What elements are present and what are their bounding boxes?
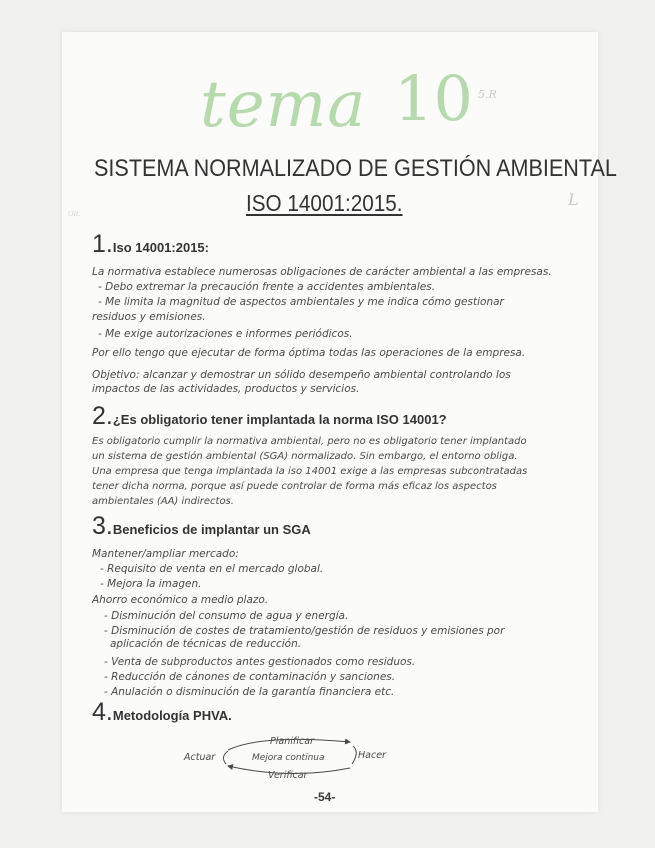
body-line: - Venta de subproductos antes gestionados como residuos. [104,656,416,668]
section-number: 1. [92,230,113,258]
body-line: Ahorro económico a medio plazo. [92,594,269,606]
phva-hacer-label: Hacer [358,750,386,761]
phva-verificar-label: Verificar [268,770,308,781]
body-line: ambientales (AA) indirectos. [92,496,234,507]
bleed-through-text: 5.R [478,88,497,101]
body-line: Una empresa que tenga implantada la iso 14001 exige a las empresas subcontratadas [92,466,528,477]
tema-number: 10 [394,62,473,135]
body-line: tener dicha norma, porque así puede controlar de forma más eficaz los aspectos [92,481,497,492]
cycle-arrow-left [223,751,228,764]
body-line: - Me exige autorizaciones e informes periódicos. [98,328,353,340]
body-line: Mantener/ampliar mercado: [92,548,239,560]
page-number: -54- [314,790,336,804]
section-title: ¿Es obligatorio tener implantada la norma ISO 14001? [112,412,447,427]
phva-planificar-label: Planificar [270,736,314,747]
section-title: Iso 14001:2015: [112,240,209,255]
phva-actuar-label: Actuar [184,752,216,763]
section-title: Metodología PHVA. [112,708,232,723]
body-line: - Reducción de cánones de contaminación y sanciones. [104,671,396,683]
body-line: - Me limita la magnitud de aspectos ambientales y me indica cómo gestionar [98,296,504,308]
body-line: impactos de las actividades, productos y servicios. [92,383,360,395]
body-line: Por ello tengo que ejecutar de forma óptima todas las operaciones de la empresa. [92,347,526,359]
body-line: un sistema de gestión ambiental (SGA) normalizado. Sin embargo, el entorno obliga. [92,451,518,462]
bleed-through-text: L [568,190,579,209]
page-title: SISTEMA NORMALIZADO DE GESTIÓN AMBIENTAL [94,155,617,182]
page-subtitle: ISO 14001:2015. [246,190,403,216]
body-line: - Disminución de costes de tratamiento/gestión de residuos y emisiones por [104,625,505,637]
cycle-arrow-right [352,746,356,764]
body-line: La normativa establece numerosas obligaciones de carácter ambiental a las empresas. [92,266,552,278]
body-line: - Mejora la imagen. [100,578,202,590]
bleed-through-text: Olt. [68,210,82,218]
body-line: - Disminución del consumo de agua y energía. [104,610,349,622]
body-line: - Debo extremar la precaución frente a accidentes ambientales. [98,281,436,293]
body-line: - Anulación o disminución de la garantía financiera etc. [104,686,395,698]
body-line: Objetivo: alcanzar y demostrar un sólido desempeño ambiental controlando los [92,369,511,381]
body-line: residuos y emisiones. [92,311,206,323]
section-number: 2. [92,402,113,430]
section-number: 4. [92,698,113,726]
body-line: Es obligatorio cumplir la normativa ambiental, pero no es obligatorio tener implantado [92,436,527,447]
section-number: 3. [92,512,113,540]
phva-center-label: Mejora continua [252,753,325,763]
body-line: aplicación de técnicas de reducción. [110,638,302,650]
section-title: Beneficios de implantar un SGA [112,522,311,537]
body-line: - Requisito de venta en el mercado global. [100,563,324,575]
tema-word: tema [200,68,367,142]
